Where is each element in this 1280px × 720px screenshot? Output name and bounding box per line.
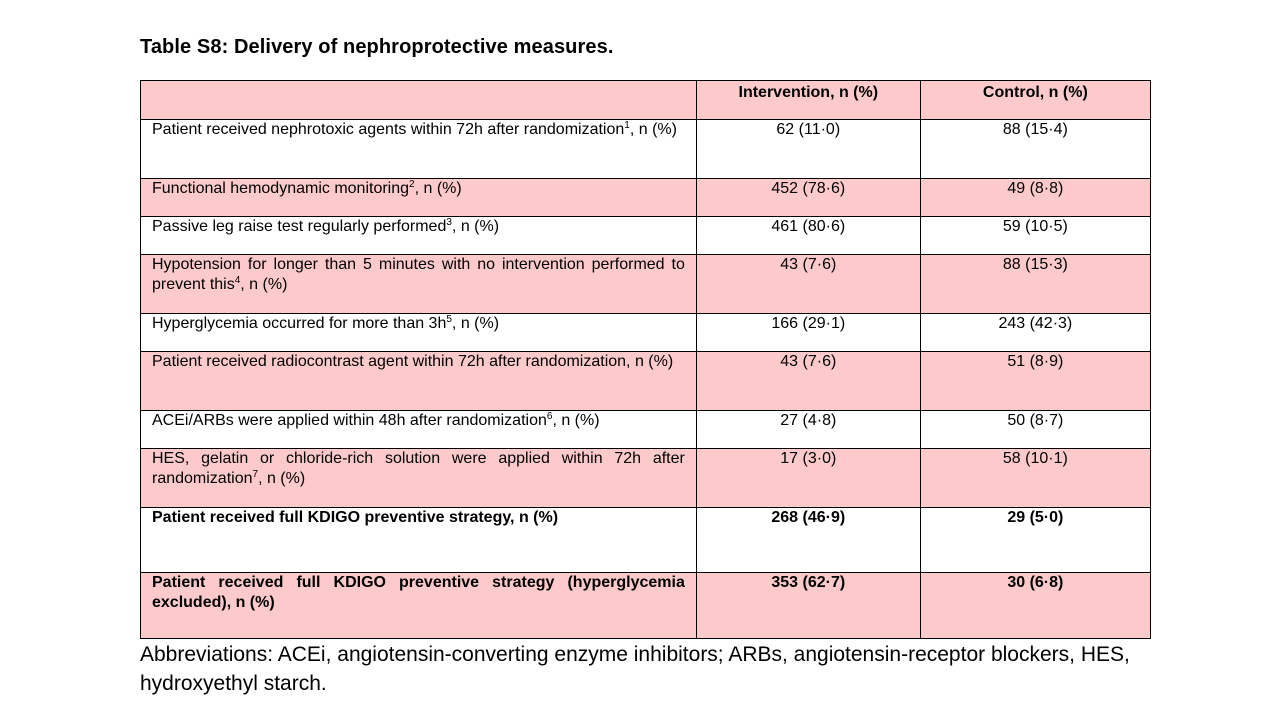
footnote-marker: 2 bbox=[409, 179, 415, 190]
header-control: Control, n (%) bbox=[920, 81, 1150, 120]
table-row bbox=[141, 179, 1151, 217]
footnote-marker: 4 bbox=[234, 275, 241, 286]
row-label: Passive leg raise test regularly performed$^3$, n (%) bbox=[141, 217, 697, 255]
footnote-marker: 3 bbox=[446, 217, 452, 228]
intervention-value: 62 (11·0) bbox=[696, 120, 920, 179]
row-label: HES, gelatin or chloride-rich solution were applied within 72h after randomization$^7$, n (%) bbox=[141, 449, 697, 508]
row-label: Patient received full KDIGO preventive strategy, n (%) bbox=[141, 508, 697, 573]
measures-table bbox=[140, 80, 1151, 639]
table-title: Table S8: Delivery of nephroprotective measures. bbox=[140, 36, 614, 58]
table-row bbox=[141, 314, 1151, 352]
intervention-value: 353 (62·7) bbox=[696, 573, 920, 639]
control-value: 30 (6·8) bbox=[920, 573, 1150, 639]
control-value: 29 (5·0) bbox=[920, 508, 1150, 573]
table-row bbox=[141, 508, 1151, 573]
footnote-marker: 5 bbox=[446, 314, 452, 325]
control-value: 88 (15·4) bbox=[920, 120, 1150, 179]
row-label: Patient received full KDIGO preventive strategy (hyperglycemia excluded), n (%) bbox=[141, 573, 697, 639]
table-row bbox=[141, 217, 1151, 255]
footnote-marker: 7 bbox=[252, 469, 259, 480]
control-value: 243 (42·3) bbox=[920, 314, 1150, 352]
table-row bbox=[141, 352, 1151, 411]
footnote-marker: 1 bbox=[624, 120, 630, 131]
footnote-marker: 6 bbox=[546, 411, 553, 422]
table-row bbox=[141, 255, 1151, 314]
row-label: Patient received nephrotoxic agents within 72h after randomization$^1$, n (%) bbox=[141, 120, 697, 179]
control-value: 88 (15·3) bbox=[920, 255, 1150, 314]
control-value: 49 (8·8) bbox=[920, 179, 1150, 217]
intervention-value: 461 (80·6) bbox=[696, 217, 920, 255]
abbreviations-footnote: Abbreviations: ACEi, angiotensin-converting enzyme inhibitors; ARBs, angiotensin-receptor blockers, HES, hydroxyethyl starch. bbox=[140, 643, 1130, 695]
table-row bbox=[141, 573, 1151, 639]
table-row bbox=[141, 449, 1151, 508]
control-value: 58 (10·1) bbox=[920, 449, 1150, 508]
row-label: Patient received radiocontrast agent within 72h after randomization, n (%) bbox=[141, 352, 697, 411]
intervention-value: 43 (7·6) bbox=[696, 352, 920, 411]
header-row bbox=[141, 81, 1151, 120]
row-label: ACEi/ARBs were applied within 48h after randomization$^6$, n (%) bbox=[141, 411, 697, 449]
row-label: Functional hemodynamic monitoring$^2$, n (%) bbox=[141, 179, 697, 217]
table-row bbox=[141, 120, 1151, 179]
header-label-cell bbox=[141, 81, 697, 120]
row-label: Hypotension for longer than 5 minutes with no intervention performed to prevent this$^4$, n (%) bbox=[141, 255, 697, 314]
intervention-value: 166 (29·1) bbox=[696, 314, 920, 352]
intervention-value: 43 (7·6) bbox=[696, 255, 920, 314]
control-value: 51 (8·9) bbox=[920, 352, 1150, 411]
row-label: Hyperglycemia occurred for more than $3h^5$, n (%) bbox=[141, 314, 697, 352]
control-value: 59 (10·5) bbox=[920, 217, 1150, 255]
intervention-value: 268 (46·9) bbox=[696, 508, 920, 573]
intervention-value: 27 (4·8) bbox=[696, 411, 920, 449]
table-row bbox=[141, 411, 1151, 449]
intervention-value: 452 (78·6) bbox=[696, 179, 920, 217]
header-intervention: Intervention, n (%) bbox=[696, 81, 920, 120]
intervention-value: 17 (3·0) bbox=[696, 449, 920, 508]
control-value: 50 (8·7) bbox=[920, 411, 1150, 449]
